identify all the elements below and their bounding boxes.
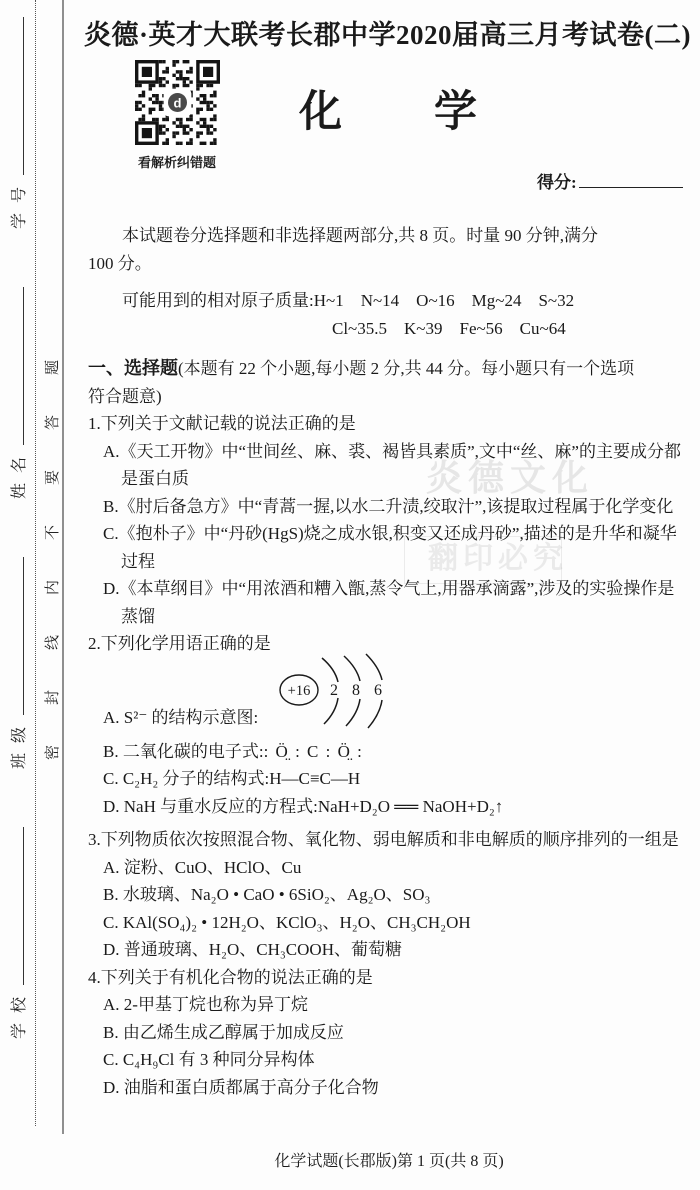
atomic-masses-line1: 可能用到的相对原子质量:H~1 N~14 O~16 Mg~24 S~32 (122, 291, 575, 310)
question-2-option-a (103, 658, 690, 738)
atomic-structure-diagram (275, 652, 410, 730)
question-1-option-c: C.《抱朴子》中“丹砂(HgS)烧之成水银,积变又还成丹砂”,描述的是升华和凝华过程 (103, 524, 677, 571)
section-1-heading (88, 355, 690, 410)
paper-body (88, 222, 690, 1101)
seal-solid-line (62, 0, 64, 1134)
class-blank-line (13, 557, 24, 715)
question-3-option-c: C. KAl(SO₄)₂ • 12H₂O、KClO₃、H₂O、CH₃CH₂OH (103, 912, 471, 932)
atomic-masses (88, 287, 690, 342)
question-3-number: 3. (88, 830, 101, 849)
question-4-option-b: B. 由乙烯生成乙醇属于加成反应 (103, 1022, 344, 1042)
subject-title: 化 学 (299, 89, 479, 136)
class-label: 班级 (11, 716, 28, 769)
watermark-line2: 翻印必究 (428, 542, 568, 575)
co2-electron-formula: : Ö̤ : C : Ö̤ : (263, 741, 364, 761)
section-1-heading-line1 (88, 355, 690, 383)
score-row (537, 168, 683, 193)
question-4-option-c: C. C₄H₉Cl 有 3 种同分异构体 (103, 1050, 315, 1069)
page-footer: 化学试题(长郡版)第 1 页(共 8 页) (274, 1153, 504, 1170)
question-4-option-d: D. 油脂和蛋白质都属于高分子化合物 (103, 1077, 379, 1097)
watermark-line1: 炎德文化 (426, 458, 595, 498)
question-4-text: 下列关于有机化合物的说法正确的是 (100, 967, 373, 987)
question-2 (88, 630, 690, 820)
question-3-text: 下列物质依次按照混合物、氧化物、弱电解质和非电解质的顺序排列的一组是 (100, 830, 679, 849)
score-label: 得分: (537, 173, 577, 192)
seal-dotted-line (35, 0, 36, 1126)
school-label: 学校 (11, 986, 28, 1039)
student-number-blank-line (13, 17, 24, 175)
question-1-stem (88, 410, 690, 438)
question-1-option-d: D.《本草纲目》中“用浓酒和糟入甑,蒸令气上,用器承滴露”,涉及的实验操作是蒸馏 (103, 579, 675, 626)
question-3-stem (88, 826, 690, 854)
name-label: 姓名 (11, 446, 28, 499)
question-4-stem (88, 964, 690, 992)
question-3-option-d: D. 普通玻璃、H₂O、CH₃COOH、葡萄糖 (103, 940, 402, 959)
question-2-text: 下列化学用语正确的是 (100, 634, 271, 653)
question-1-option-b: B.《肘后备急方》中“青蒿一握,以水二升渍,绞取汁”,该提取过程属于化学变化 (103, 496, 674, 516)
exam-title: 炎德·英才大联考长郡中学2020届高三月考试卷(二) (84, 20, 691, 50)
shell-2-electrons: 8 (352, 681, 360, 699)
student-number-label: 学号 (11, 176, 28, 229)
section-1-title: 一、选择题 (88, 358, 178, 378)
shell-1-electrons: 2 (330, 681, 338, 699)
question-2-option-d: D. NaH 与重水反应的方程式:NaH+D₂O ══ NaOH+D₂↑ (103, 796, 504, 816)
atomic-masses-line2: Cl~35.5 K~39 Fe~56 Cu~64 (332, 318, 566, 338)
shell-3-electrons: 6 (374, 681, 382, 699)
question-2-option-a-text: A. S²⁻ 的结构示意图: (103, 708, 259, 727)
student-info-margin (6, 4, 30, 1164)
question-3 (88, 826, 690, 964)
intro-line2: 100 分。 (88, 253, 152, 273)
question-4 (88, 964, 690, 1102)
svg-text:d: d (173, 95, 181, 111)
question-3-option-a: A. 淀粉、CuO、HClO、Cu (103, 857, 302, 877)
question-3-option-b: B. 水玻璃、Na₂O • CaO • 6SiO₂、Ag₂O、SO₃ (103, 885, 431, 904)
intro-paragraph (88, 222, 690, 277)
section-1-note-part2: 符合题意) (88, 386, 162, 406)
question-2-option-b (103, 738, 690, 766)
section-1-note-part1: (本题有 22 个小题,每小题 2 分,共 44 分。每小题只有一个选项 (178, 359, 635, 378)
score-blank-line (579, 185, 683, 188)
nucleus-charge-label: +16 (287, 682, 311, 699)
question-2-number: 2. (88, 634, 101, 653)
qr-caption: 看解析纠错题 (137, 155, 216, 170)
seal-line-text: 密封线内不要答题 (45, 319, 61, 760)
question-4-number: 4. (88, 967, 101, 987)
question-2-option-c: C. C₂H₂ 分子的结构式:H—C≡C—H (103, 769, 361, 788)
intro-line1: 本试题卷分选择题和非选择题两部分,共 8 页。时量 90 分钟,满分 (122, 226, 598, 245)
school-blank-line (13, 827, 24, 985)
question-4-option-a: A. 2-甲基丁烷也称为异丁烷 (103, 995, 308, 1014)
question-1-number: 1. (88, 414, 101, 433)
question-1 (88, 410, 690, 630)
question-2-option-b-label: B. 二氧化碳的电子式: (103, 741, 264, 761)
question-1-option-a: A.《天工开物》中“世间丝、麻、裘、褐皆具素质”,文中“丝、麻”的主要成分都是蛋白质 (103, 441, 681, 488)
question-1-text: 下列关于文献记载的说法正确的是 (100, 414, 356, 433)
name-blank-line (13, 287, 24, 445)
